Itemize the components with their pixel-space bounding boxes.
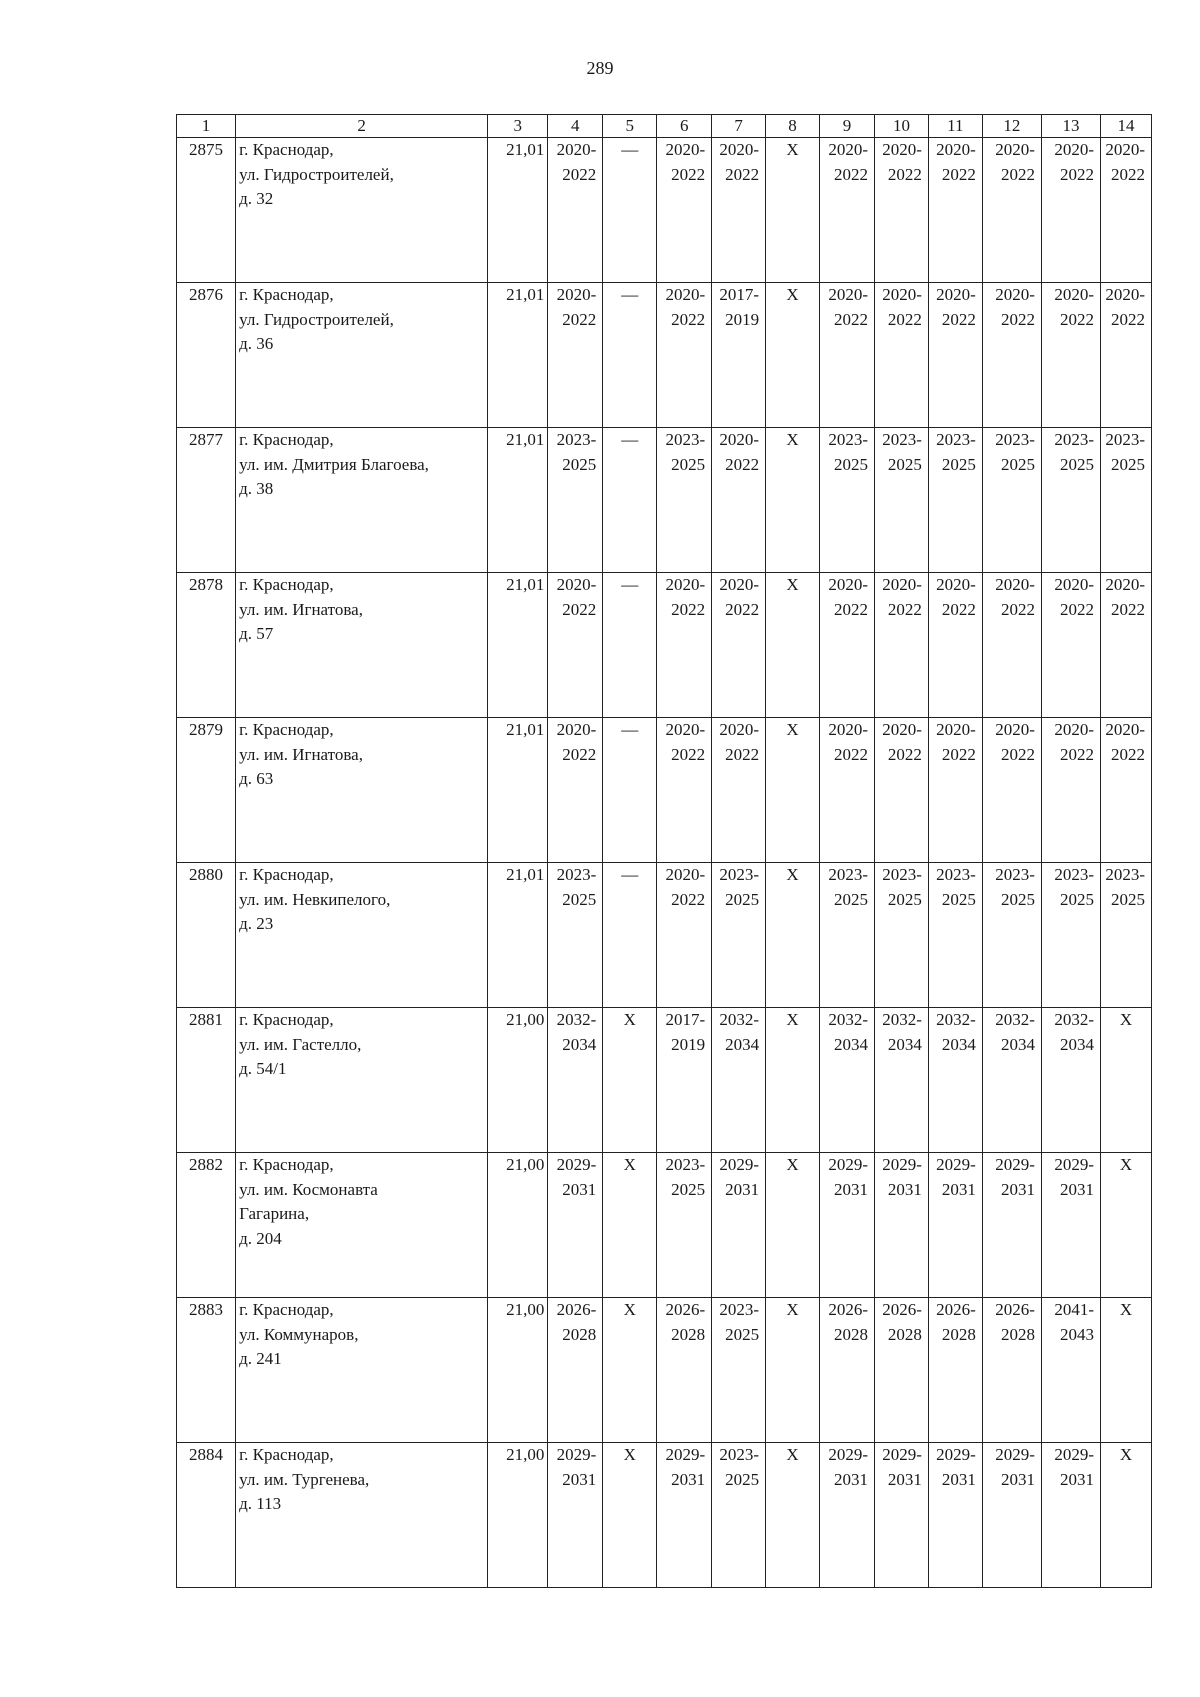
cell-col-7: 2032- 2034 [712,1008,766,1153]
address-line: Гагарина, [239,1204,310,1224]
cell-col-7: 2023- 2025 [712,1298,766,1443]
address-line: г. Краснодар, [239,575,334,594]
address-line: д. 57 [239,624,274,644]
cell-col-13: 2020- 2022 [1041,283,1100,428]
row-number: 2881 [177,1008,236,1153]
cell-col-9: 2023- 2025 [820,863,875,1008]
table-row [177,1443,1152,1588]
address-cell [236,283,488,428]
cell-col-8: X [766,428,820,573]
address-line: ул. Коммунаров, [239,1324,359,1344]
cell-col-10: 2020- 2022 [874,283,928,428]
address-line: ул. Гидростроителей, [239,164,394,184]
address-line: д. 204 [239,1228,282,1248]
row-number: 2875 [177,138,236,283]
cell-col-9: 2029- 2031 [820,1443,875,1588]
cell-col-11: 2023- 2025 [928,863,982,1008]
cell-col-6: 2020- 2022 [657,863,712,1008]
column-header-7: 7 [712,115,766,138]
address-line: д. 113 [239,1494,282,1514]
address-line: ул. им. Игнатова, [239,599,363,619]
address-line: д. 23 [239,914,274,934]
table-body [177,138,1152,1588]
column-header-9: 9 [820,115,875,138]
cell-col-4: 2026- 2028 [548,1298,603,1443]
cell-col-14: X [1101,1298,1152,1443]
cell-col-3: 21,01 [488,863,548,1008]
cell-col-3: 21,01 [488,138,548,283]
address-line: г. Краснодар, [239,865,334,884]
address-line: ул. им. Дмитрия Благоева, [239,454,429,474]
cell-col-5: X [603,1008,657,1153]
column-header-13: 13 [1041,115,1100,138]
cell-col-8: X [766,863,820,1008]
address-line: г. Краснодар, [239,1010,334,1029]
cell-col-14: X [1101,1153,1152,1298]
column-header-5: 5 [603,115,657,138]
cell-col-11: 2026- 2028 [928,1298,982,1443]
address-line: ул. им. Гастелло, [239,1034,362,1054]
cell-col-14: 2020- 2022 [1101,573,1152,718]
address-line: ул. им. Невкипелого, [239,889,391,909]
column-header-3: 3 [488,115,548,138]
table-row [177,283,1152,428]
cell-col-5: — [603,573,657,718]
cell-col-12: 2029- 2031 [982,1153,1041,1298]
table-row [177,1008,1152,1153]
cell-col-6: 2023- 2025 [657,428,712,573]
cell-col-4: 2020- 2022 [548,283,603,428]
cell-col-11: 2020- 2022 [928,718,982,863]
column-header-12: 12 [982,115,1041,138]
cell-col-3: 21,01 [488,718,548,863]
address-line: д. 54/1 [239,1059,287,1079]
cell-col-11: 2020- 2022 [928,573,982,718]
cell-col-3: 21,00 [488,1008,548,1153]
cell-col-8: X [766,138,820,283]
cell-col-5: X [603,1298,657,1443]
row-number: 2879 [177,718,236,863]
address-cell [236,428,488,573]
row-number: 2877 [177,428,236,573]
cell-col-14: 2020- 2022 [1101,138,1152,283]
column-header-8: 8 [766,115,820,138]
table-row [177,573,1152,718]
row-number: 2880 [177,863,236,1008]
cell-col-9: 2020- 2022 [820,718,875,863]
cell-col-3: 21,00 [488,1298,548,1443]
cell-col-9: 2020- 2022 [820,138,875,283]
header-row [177,115,1152,138]
cell-col-14: 2023- 2025 [1101,428,1152,573]
cell-col-7: 2029- 2031 [712,1153,766,1298]
cell-col-9: 2020- 2022 [820,283,875,428]
column-header-11: 11 [928,115,982,138]
cell-col-4: 2029- 2031 [548,1153,603,1298]
cell-col-6: 2020- 2022 [657,718,712,863]
table-row [177,1153,1152,1298]
cell-col-12: 2020- 2022 [982,573,1041,718]
cell-col-8: X [766,1008,820,1153]
cell-col-14: 2020- 2022 [1101,718,1152,863]
cell-col-7: 2017- 2019 [712,283,766,428]
row-number: 2876 [177,283,236,428]
address-line: г. Краснодар, [239,1155,334,1174]
cell-col-13: 2041- 2043 [1041,1298,1100,1443]
cell-col-6: 2026- 2028 [657,1298,712,1443]
cell-col-4: 2023- 2025 [548,428,603,573]
cell-col-10: 2020- 2022 [874,138,928,283]
cell-col-13: 2032- 2034 [1041,1008,1100,1153]
cell-col-10: 2020- 2022 [874,573,928,718]
cell-col-14: 2023- 2025 [1101,863,1152,1008]
cell-col-8: X [766,1153,820,1298]
cell-col-3: 21,00 [488,1153,548,1298]
address-cell [236,863,488,1008]
cell-col-14: X [1101,1443,1152,1588]
address-line: г. Краснодар, [239,140,334,159]
column-header-4: 4 [548,115,603,138]
address-cell [236,718,488,863]
cell-col-11: 2020- 2022 [928,283,982,428]
cell-col-10: 2020- 2022 [874,718,928,863]
cell-col-6: 2029- 2031 [657,1443,712,1588]
address-line: д. 32 [239,189,274,209]
cell-col-7: 2020- 2022 [712,718,766,863]
cell-col-5: — [603,283,657,428]
cell-col-11: 2029- 2031 [928,1153,982,1298]
address-cell [236,1298,488,1443]
column-header-6: 6 [657,115,712,138]
address-line: д. 36 [239,334,274,354]
cell-col-14: 2020- 2022 [1101,283,1152,428]
table-row [177,1298,1152,1443]
column-header-1: 1 [177,115,236,138]
address-line: г. Краснодар, [239,285,334,304]
cell-col-10: 2026- 2028 [874,1298,928,1443]
cell-col-4: 2029- 2031 [548,1443,603,1588]
cell-col-11: 2020- 2022 [928,138,982,283]
cell-col-4: 2032- 2034 [548,1008,603,1153]
cell-col-6: 2020- 2022 [657,283,712,428]
table-row [177,138,1152,283]
cell-col-3: 21,01 [488,283,548,428]
row-number: 2878 [177,573,236,718]
cell-col-13: 2029- 2031 [1041,1443,1100,1588]
cell-col-8: X [766,718,820,863]
cell-col-12: 2023- 2025 [982,863,1041,1008]
address-line: д. 38 [239,479,274,499]
table-row [177,428,1152,573]
address-line: ул. Гидростроителей, [239,309,394,329]
cell-col-13: 2020- 2022 [1041,573,1100,718]
table-row [177,863,1152,1008]
cell-col-9: 2032- 2034 [820,1008,875,1153]
cell-col-13: 2029- 2031 [1041,1153,1100,1298]
cell-col-6: 2020- 2022 [657,573,712,718]
cell-col-7: 2020- 2022 [712,573,766,718]
cell-col-7: 2020- 2022 [712,138,766,283]
cell-col-5: — [603,718,657,863]
cell-col-12: 2026- 2028 [982,1298,1041,1443]
cell-col-5: — [603,428,657,573]
column-header-2: 2 [236,115,488,138]
address-line: д. 63 [239,769,274,789]
cell-col-5: X [603,1443,657,1588]
cell-col-6: 2017- 2019 [657,1008,712,1153]
row-number: 2884 [177,1443,236,1588]
cell-col-9: 2026- 2028 [820,1298,875,1443]
cell-col-9: 2029- 2031 [820,1153,875,1298]
cell-col-9: 2023- 2025 [820,428,875,573]
address-cell [236,1443,488,1588]
cell-col-13: 2023- 2025 [1041,863,1100,1008]
cell-col-9: 2020- 2022 [820,573,875,718]
address-cell [236,138,488,283]
address-line: ул. им. Игнатова, [239,744,363,764]
address-line: д. 241 [239,1349,282,1369]
cell-col-7: 2023- 2025 [712,1443,766,1588]
cell-col-4: 2020- 2022 [548,573,603,718]
address-cell [236,1008,488,1153]
cell-col-12: 2029- 2031 [982,1443,1041,1588]
cell-col-8: X [766,283,820,428]
cell-col-3: 21,01 [488,573,548,718]
cell-col-10: 2032- 2034 [874,1008,928,1153]
cell-col-12: 2023- 2025 [982,428,1041,573]
column-header-14: 14 [1101,115,1152,138]
cell-col-5: — [603,138,657,283]
cell-col-12: 2032- 2034 [982,1008,1041,1153]
cell-col-4: 2020- 2022 [548,138,603,283]
cell-col-10: 2029- 2031 [874,1443,928,1588]
cell-col-3: 21,00 [488,1443,548,1588]
cell-col-6: 2023- 2025 [657,1153,712,1298]
address-line: г. Краснодар, [239,430,334,449]
column-header-10: 10 [874,115,928,138]
cell-col-11: 2029- 2031 [928,1443,982,1588]
cell-col-11: 2032- 2034 [928,1008,982,1153]
address-cell [236,1153,488,1298]
cell-col-5: — [603,863,657,1008]
cell-col-12: 2020- 2022 [982,718,1041,863]
address-line: г. Краснодар, [239,720,334,739]
cell-col-8: X [766,573,820,718]
address-line: ул. им. Космонавта [239,1179,378,1199]
cell-col-6: 2020- 2022 [657,138,712,283]
page-number: 289 [586,58,614,78]
address-line: г. Краснодар, [239,1445,334,1464]
cell-col-8: X [766,1298,820,1443]
cell-col-13: 2023- 2025 [1041,428,1100,573]
cell-col-13: 2020- 2022 [1041,718,1100,863]
cell-col-10: 2023- 2025 [874,428,928,573]
cell-col-3: 21,01 [488,428,548,573]
row-number: 2882 [177,1153,236,1298]
cell-col-10: 2023- 2025 [874,863,928,1008]
address-cell [236,573,488,718]
cell-col-4: 2023- 2025 [548,863,603,1008]
cell-col-5: X [603,1153,657,1298]
row-number: 2883 [177,1298,236,1443]
cell-col-14: X [1101,1008,1152,1153]
cell-col-10: 2029- 2031 [874,1153,928,1298]
register-table [176,114,1152,1588]
cell-col-8: X [766,1443,820,1588]
address-line: г. Краснодар, [239,1300,334,1319]
cell-col-7: 2020- 2022 [712,428,766,573]
table-row [177,718,1152,863]
address-line: ул. им. Тургенева, [239,1469,370,1489]
cell-col-4: 2020- 2022 [548,718,603,863]
cell-col-7: 2023- 2025 [712,863,766,1008]
cell-col-12: 2020- 2022 [982,138,1041,283]
cell-col-13: 2020- 2022 [1041,138,1100,283]
cell-col-11: 2023- 2025 [928,428,982,573]
cell-col-12: 2020- 2022 [982,283,1041,428]
